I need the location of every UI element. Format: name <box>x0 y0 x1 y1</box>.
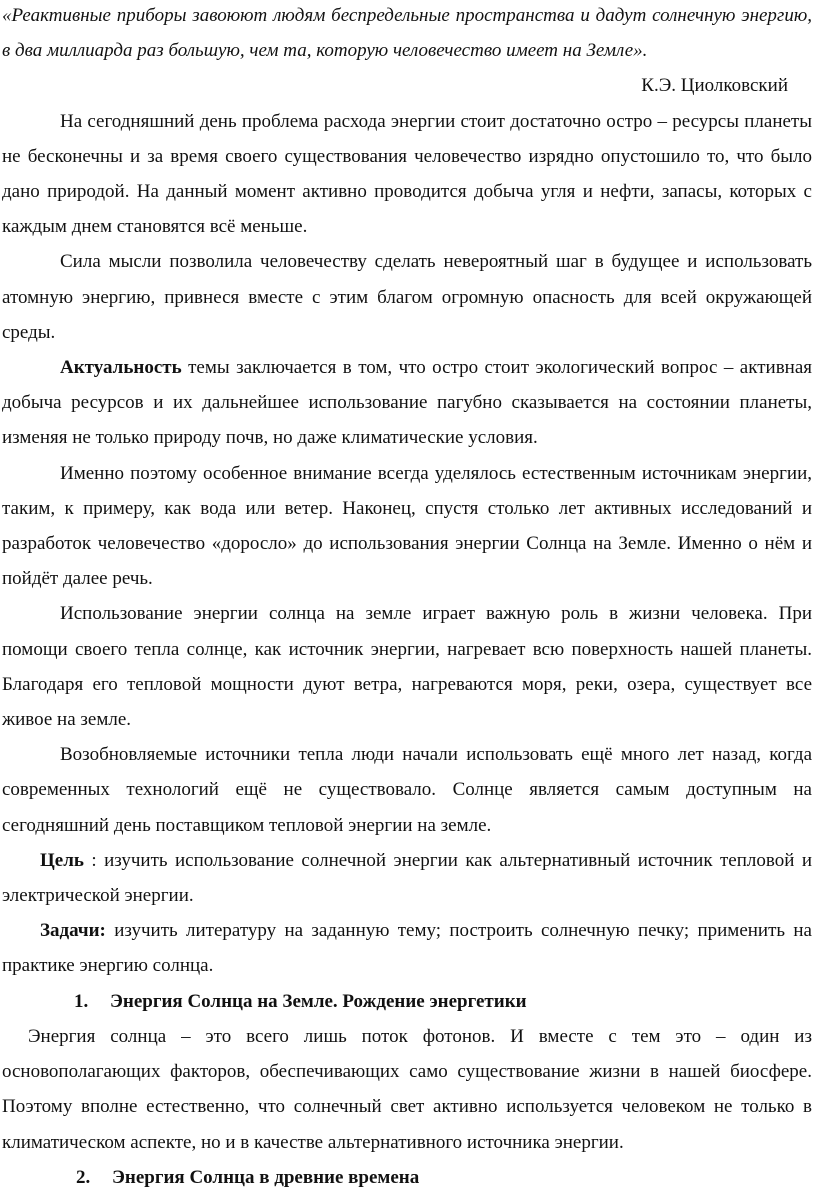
paragraph-goal <box>2 843 812 913</box>
paragraph-energy-problem: На сегодняшний день проблема расхода энергии стоит достаточно остро – ресурсы планеты не бесконечны и за время своего существования человечество изрядно опустошило то, что было дано природой. На данный момент активно проводится добыча угля и нефти, запасы, которых с каждым днем становятся всё меньше. <box>2 110 812 238</box>
section-title-1: Энергия Солнца на Земле. Рождение энергетики <box>110 990 527 1012</box>
epigraph-quote: «Реактивные приборы завоюют людям беспредельные пространства и дадут солнечную энергию, в два миллиарда раз большую, чем та, которую человечество имеет на Земле». <box>2 5 812 62</box>
paragraph-natural-sources: Именно поэтому особенное внимание всегда уделялось естественным источникам энергии, таким, к примеру, как вода или ветер. Наконец, спустя столько лет активных исследований и разработок человечество «доросло» до использования энергии Солнца на Земле. Именно о нём и пойдёт далее речь. <box>2 462 812 590</box>
paragraph-solar-photons: Энергия солнца – это всего лишь поток фотонов. И вместе с тем это – один из основополагающих факторов, обеспечивающих само существование жизни в нашей биосфере. Поэтому вполне естественно, что солнечный свет активно используется человеком не только в климатическом аспекте, но и в качестве альтернативного источника энергии. <box>2 1025 812 1153</box>
tasks-text: изучить литературу на заданную тему; построить солнечную печку; применить на практике энергию солнца. <box>2 920 812 977</box>
paragraph-tasks <box>2 913 812 983</box>
tasks-label: Задачи: <box>40 920 106 942</box>
section-heading-2 <box>2 1160 812 1195</box>
paragraph-renewable-sources: Возобновляемые источники тепла люди начали использовать ещё много лет назад, когда современных технологий ещё не существовало. Солнце является самым доступным на сегодняшний день поставщиком тепловой энергии на земле. <box>2 744 812 836</box>
relevance-text: темы заключается в том, что остро стоит экологический вопрос – активная добыча ресурсов и их дальнейшее использование пагубно сказывается на состоянии планеты, изменяя не только природу почв, но даже климатические условия. <box>2 357 812 449</box>
section-number-2: 2. <box>76 1166 91 1188</box>
goal-text: : изучить использование солнечной энергии как альтернативный источник тепловой и электрической энергии. <box>2 849 812 907</box>
section-title-2: Энергия Солнца в древние времена <box>112 1166 420 1188</box>
section-heading-1 <box>2 984 812 1019</box>
section-number-1: 1. <box>74 990 89 1012</box>
paragraph-atomic-energy: Сила мысли позволила человечеству сделать невероятный шаг в будущее и использовать атомную энергию, привнеся вместе с этим благом огромную опасность для всей окружающей среды. <box>2 251 812 343</box>
paragraph-sun-usage: Использование энергии солнца на земле играет важную роль в жизни человека. При помощи своего тепла солнце, как источник энергии, нагревает всю поверхность нашей планеты. Благодаря его тепловой мощности дуют ветра, нагреваются моря, реки, озера, существует все живое на земле. <box>2 603 812 731</box>
epigraph-author: К.Э. Циолковский <box>641 75 788 97</box>
goal-label: Цель <box>40 849 84 871</box>
paragraph-relevance <box>2 350 812 456</box>
relevance-label: Актуальность <box>60 357 182 379</box>
